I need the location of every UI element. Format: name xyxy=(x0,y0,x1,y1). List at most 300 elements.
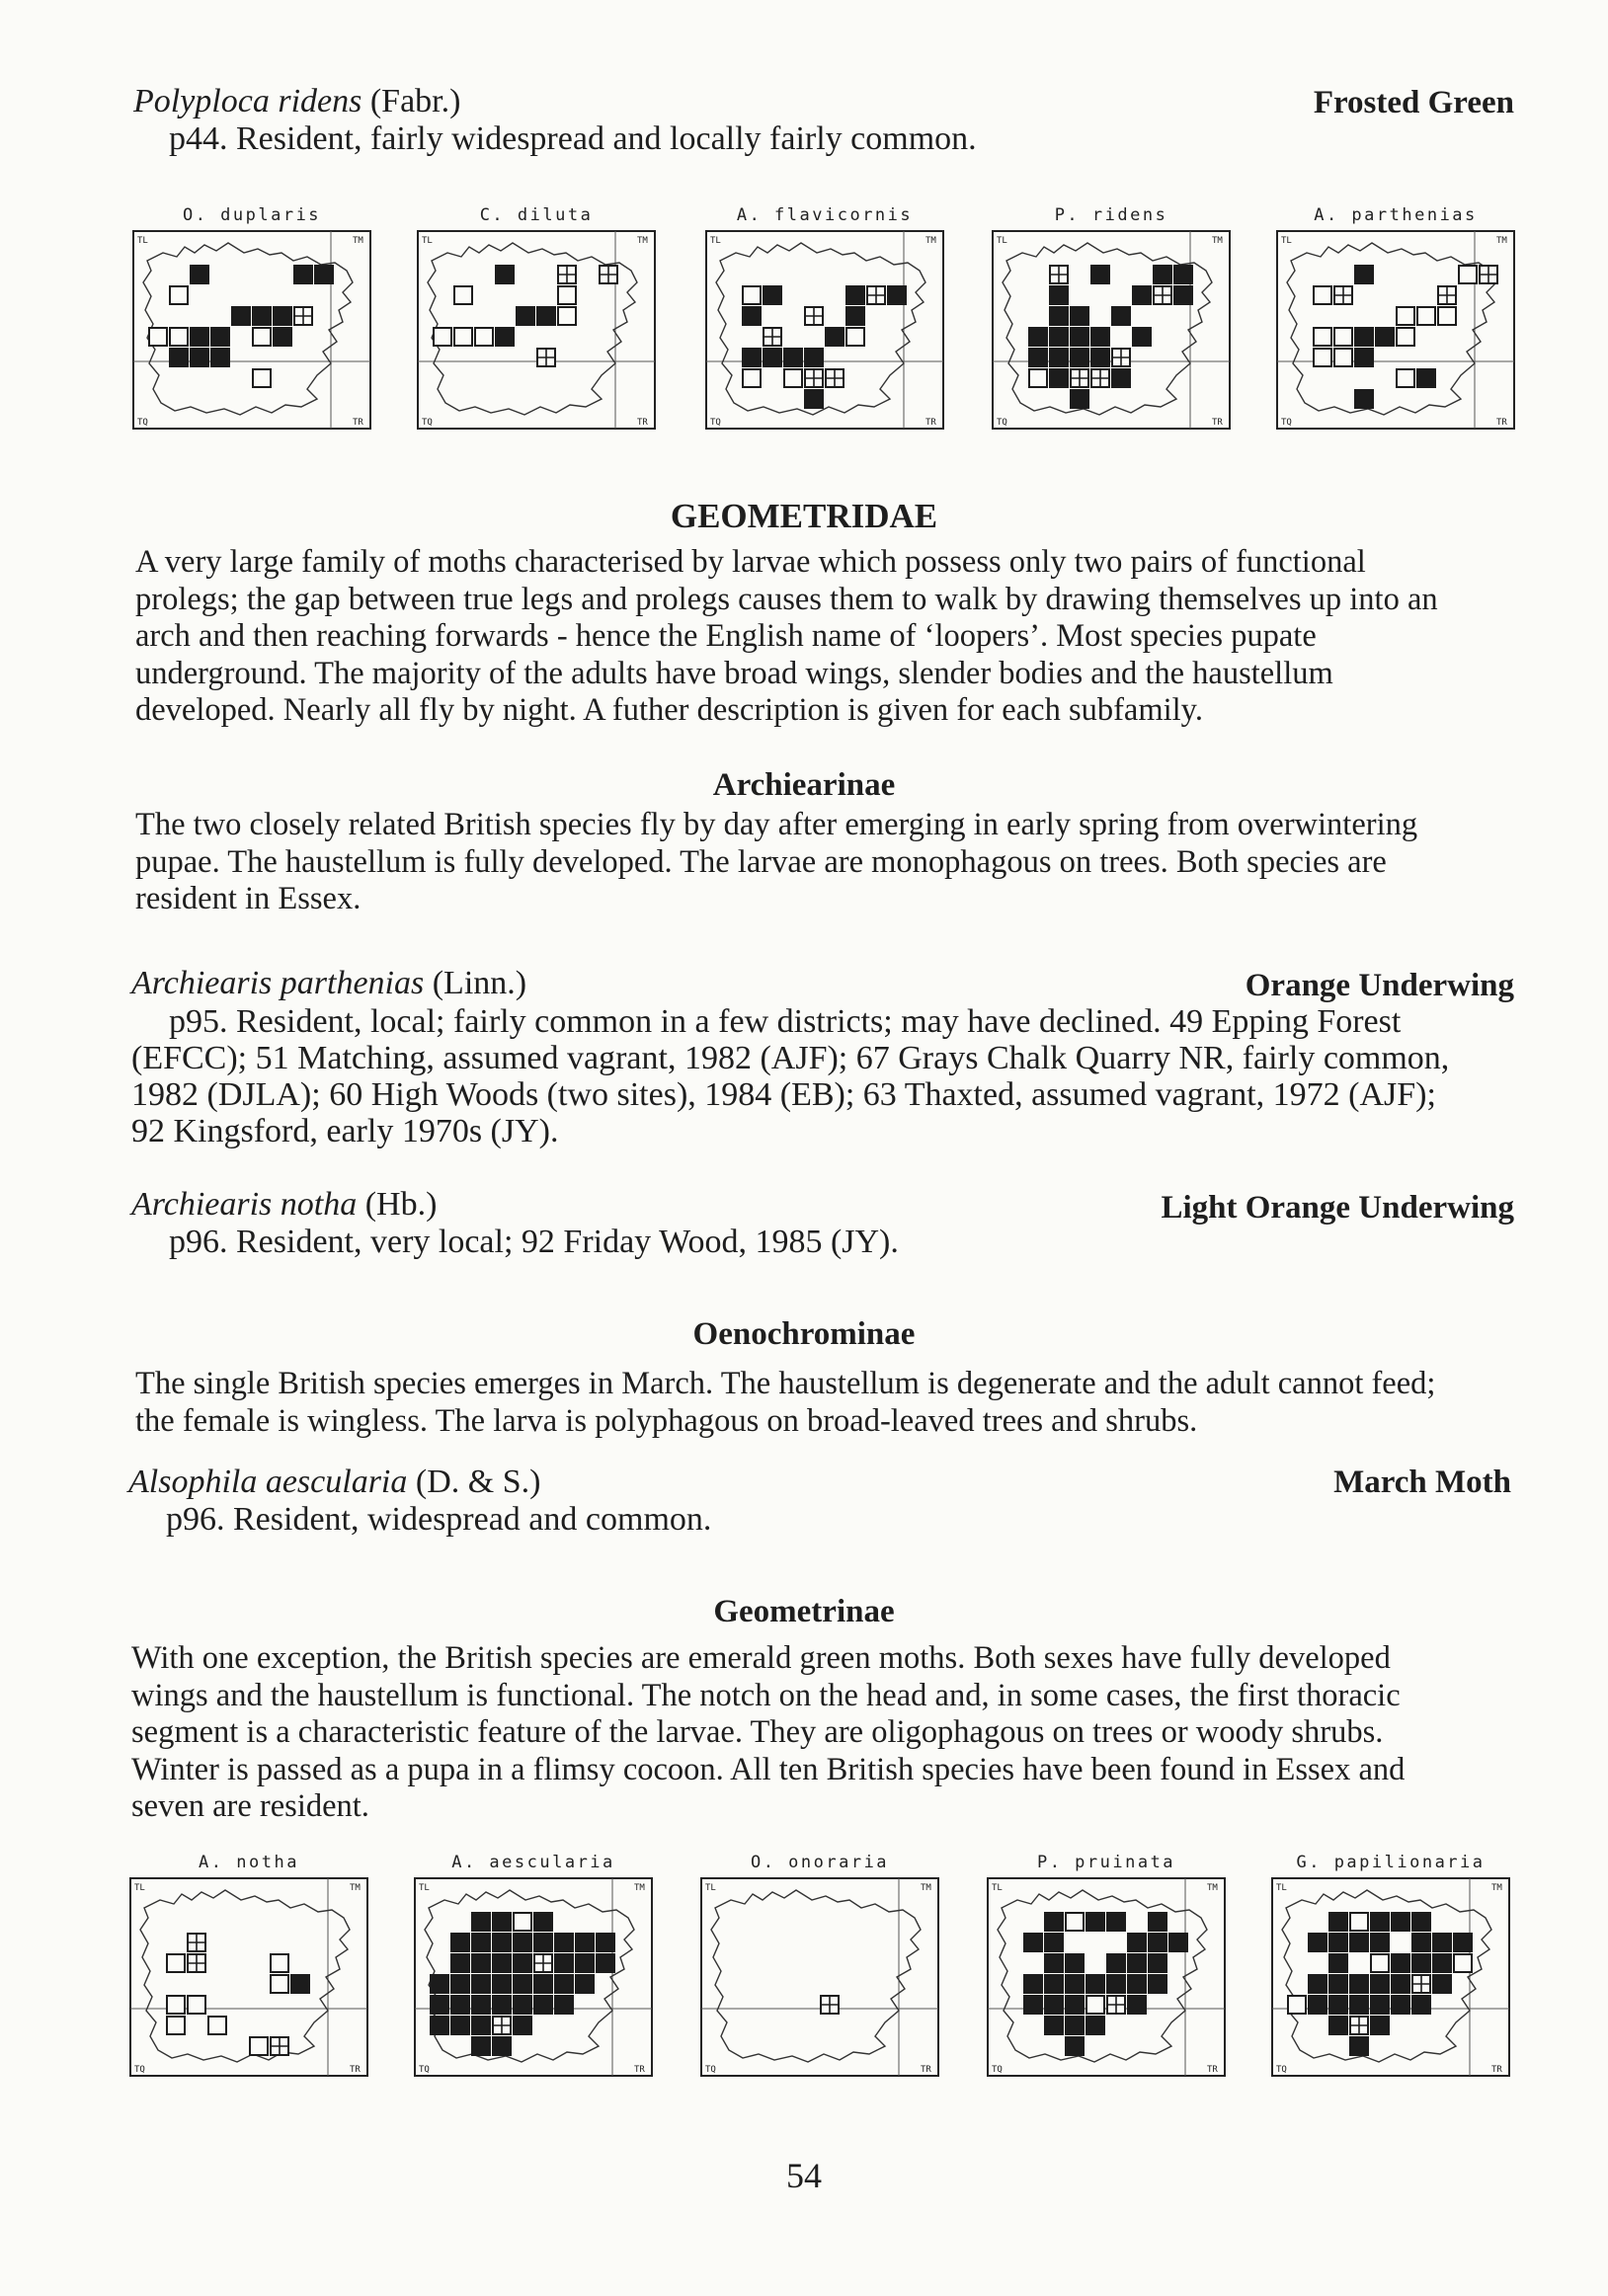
record-square xyxy=(1091,266,1109,283)
grid-label-tm: TM xyxy=(353,236,363,246)
record-square xyxy=(431,1975,448,1993)
record-square xyxy=(888,286,906,304)
entry-parthenias-title xyxy=(131,965,526,1001)
grid-label-tr: TR xyxy=(1212,418,1223,428)
record-square xyxy=(743,307,761,325)
grid-label-tq: TQ xyxy=(1281,418,1292,428)
grid-label-tq: TQ xyxy=(422,418,433,428)
record-square xyxy=(493,1954,511,1972)
record-square xyxy=(1412,1913,1430,1931)
map-a-notha xyxy=(125,1853,372,2080)
record-square xyxy=(1050,369,1068,387)
record-square xyxy=(1045,1934,1063,1951)
map-title: O. duplaris xyxy=(182,205,322,225)
common-name: Orange Underwing xyxy=(1245,968,1514,1003)
grid-label-tr: TR xyxy=(637,418,648,428)
grid-label-tr: TR xyxy=(1496,418,1507,428)
map-frame xyxy=(701,1878,938,2076)
grid-label-tl: TL xyxy=(992,1883,1003,1893)
record-square xyxy=(1412,1954,1430,1972)
record-square xyxy=(1329,1975,1347,1993)
record-square xyxy=(1149,1954,1166,1972)
section-heading-geometrinae: Geometrinae xyxy=(713,1594,895,1629)
grid-label-tr: TR xyxy=(1491,2065,1502,2075)
species-name: Archiearis notha xyxy=(131,1186,358,1223)
entry-text xyxy=(131,1003,1514,1149)
distribution-map xyxy=(413,227,660,435)
record-square xyxy=(1329,1996,1347,2014)
record-square xyxy=(191,328,208,346)
record-square xyxy=(1086,1913,1104,1931)
record-square xyxy=(555,1996,573,2014)
grid-label-tl: TL xyxy=(137,236,148,246)
entry-text: p96. Resident, very local; 92 Friday Wood, 1985 (JY). xyxy=(169,1224,899,1260)
record-square xyxy=(805,390,823,408)
record-square xyxy=(1397,328,1414,346)
grid-label-tm: TM xyxy=(921,1883,931,1893)
map-a-parthenias xyxy=(1272,205,1519,433)
record-square xyxy=(1045,1954,1063,1972)
record-square xyxy=(1024,1996,1042,2014)
record-square xyxy=(514,1934,531,1951)
record-square xyxy=(1412,1934,1430,1951)
record-square xyxy=(1169,1934,1187,1951)
map-p-ridens xyxy=(988,205,1235,433)
record-square xyxy=(826,328,844,346)
record-square xyxy=(1371,1975,1389,1993)
record-square xyxy=(1355,328,1373,346)
record-square xyxy=(493,2037,511,2055)
record-square xyxy=(1154,266,1171,283)
grid-label-tq: TQ xyxy=(997,418,1007,428)
map-o-duplaris xyxy=(128,205,375,433)
record-square xyxy=(1066,1913,1084,1931)
record-square xyxy=(1355,390,1373,408)
record-square xyxy=(496,266,514,283)
record-square xyxy=(1045,1913,1063,1931)
section-heading-geometridae: GEOMETRIDAE xyxy=(670,497,938,535)
grid-label-tl: TL xyxy=(1276,1883,1287,1893)
grid-label-tr: TR xyxy=(921,2065,931,2075)
county-outline xyxy=(716,243,925,415)
record-square xyxy=(1091,328,1109,346)
species-author: (Fabr.) xyxy=(362,83,461,119)
text-line: A very large family of moths characterised by larvae which possess only two pairs of functional xyxy=(135,544,1366,580)
archiearinae-paragraph xyxy=(135,807,1514,918)
record-square xyxy=(294,266,312,283)
record-square xyxy=(514,1913,531,1931)
grid-label-tq: TQ xyxy=(419,2065,430,2075)
map-title: A. flavicornis xyxy=(736,205,914,225)
record-square xyxy=(454,286,472,304)
record-square xyxy=(472,2037,490,2055)
record-square xyxy=(1376,328,1394,346)
grid-label-tl: TL xyxy=(1281,236,1292,246)
map-title: A. aescularia xyxy=(451,1853,615,1872)
record-square xyxy=(1029,328,1047,346)
map-o-onoraria xyxy=(696,1853,943,2080)
text-line: prolegs; the gap between true legs and prolegs causes them to walk by drawing themselves up into an xyxy=(135,581,1438,617)
record-square xyxy=(188,1996,205,2014)
record-square xyxy=(1045,2017,1063,2034)
grid-label-tq: TQ xyxy=(1276,2065,1287,2075)
record-square xyxy=(558,307,576,325)
entry-text: p44. Resident, fairly widespread and locally fairly common. xyxy=(169,120,977,157)
text-line: (EFCC); 51 Matching, assumed vagrant, 1982 (AJF); 67 Grays Chalk Quarry NR, fairly common, xyxy=(131,1040,1450,1076)
record-square xyxy=(784,369,802,387)
record-square xyxy=(451,1996,469,2014)
record-square xyxy=(434,328,451,346)
record-square xyxy=(1071,390,1088,408)
text-line: wings and the haustellum is functional. The notch on the head and, in some cases, the first thoracic xyxy=(131,1677,1401,1713)
record-square xyxy=(250,2037,268,2055)
record-square xyxy=(451,1954,469,1972)
grid-label-tr: TR xyxy=(925,418,936,428)
grid-label-tm: TM xyxy=(1496,236,1507,246)
record-square xyxy=(1066,2017,1084,2034)
map-title: P. ridens xyxy=(1054,205,1168,225)
map-title: C. diluta xyxy=(479,205,594,225)
record-square xyxy=(1112,307,1130,325)
entry-text: p96. Resident, widespread and common. xyxy=(166,1501,712,1538)
text-line: developed. Nearly all fly by night. A futher description is given for each subfamily. xyxy=(135,692,1203,728)
entry-polyploca-title xyxy=(133,83,460,119)
record-square xyxy=(493,1913,511,1931)
record-square xyxy=(1371,2017,1389,2034)
record-square xyxy=(1433,1934,1451,1951)
record-square xyxy=(597,1954,614,1972)
record-square xyxy=(496,328,514,346)
record-square xyxy=(846,286,864,304)
map-p-pruinata xyxy=(983,1853,1230,2080)
distribution-map xyxy=(983,1874,1230,2082)
record-square xyxy=(534,1975,552,1993)
text-line: 92 Kingsford, early 1970s (JY). xyxy=(131,1113,559,1149)
record-square xyxy=(514,1975,531,1993)
text-line: pupae. The haustellum is fully developed. The larvae are monophagous on trees. Both species are xyxy=(135,843,1387,880)
record-square xyxy=(743,349,761,366)
record-square xyxy=(274,307,291,325)
record-square xyxy=(743,369,761,387)
record-square xyxy=(1149,1913,1166,1931)
county-outline xyxy=(711,1890,921,2062)
record-square xyxy=(431,1996,448,2014)
record-square xyxy=(1329,1913,1347,1931)
text-line: resident in Essex. xyxy=(135,881,362,916)
species-name: Archiearis parthenias xyxy=(131,965,425,1001)
record-square xyxy=(1334,349,1352,366)
record-square xyxy=(1329,1954,1347,1972)
grid-label-tr: TR xyxy=(353,418,363,428)
record-square xyxy=(576,1954,594,1972)
record-square xyxy=(1091,349,1109,366)
record-square xyxy=(1309,1934,1327,1951)
record-square xyxy=(253,328,271,346)
record-square xyxy=(149,328,167,346)
grid-label-tm: TM xyxy=(1212,236,1223,246)
grid-label-tq: TQ xyxy=(705,2065,716,2075)
record-square xyxy=(454,328,472,346)
record-square xyxy=(743,286,761,304)
record-square xyxy=(1438,307,1456,325)
species-name: Alsophila aescularia xyxy=(128,1464,408,1500)
distribution-map xyxy=(1272,227,1519,435)
record-square xyxy=(1314,286,1331,304)
record-square xyxy=(1029,369,1047,387)
record-square xyxy=(253,307,271,325)
record-square xyxy=(784,349,802,366)
record-square xyxy=(232,307,250,325)
record-square xyxy=(558,286,576,304)
record-square xyxy=(493,1934,511,1951)
record-square xyxy=(1149,1934,1166,1951)
record-square xyxy=(1107,1913,1125,1931)
record-square xyxy=(1128,1934,1146,1951)
record-square xyxy=(1454,1934,1472,1951)
record-square xyxy=(1350,1913,1368,1931)
record-square xyxy=(1128,1954,1146,1972)
record-square xyxy=(1086,1996,1104,2014)
record-square xyxy=(472,1975,490,1993)
record-square xyxy=(211,349,229,366)
record-square xyxy=(1334,328,1352,346)
text-line: p95. Resident, local; fairly common in a few districts; may have declined. 49 Epping Forest xyxy=(169,1003,1402,1040)
text-line: seven are resident. xyxy=(131,1788,369,1824)
record-square xyxy=(1412,1996,1430,2014)
record-square xyxy=(1371,1913,1389,1931)
record-square xyxy=(1050,307,1068,325)
record-square xyxy=(537,307,555,325)
record-square xyxy=(555,1934,573,1951)
distribution-map xyxy=(696,1874,943,2082)
record-square xyxy=(1071,328,1088,346)
record-square xyxy=(1071,349,1088,366)
record-square xyxy=(1133,286,1151,304)
grid-label-tq: TQ xyxy=(134,2065,145,2075)
record-square xyxy=(472,2017,490,2034)
record-square xyxy=(208,2017,226,2034)
record-square xyxy=(167,1954,185,1972)
map-title: P. pruinata xyxy=(1036,1853,1176,1872)
record-square xyxy=(1397,307,1414,325)
map-c-diluta xyxy=(413,205,660,433)
grid-label-tm: TM xyxy=(637,236,648,246)
record-square xyxy=(1350,1934,1368,1951)
record-square xyxy=(1350,1996,1368,2014)
record-square xyxy=(167,1996,185,2014)
record-square xyxy=(576,1934,594,1951)
section-heading-oenochrominae: Oenochrominae xyxy=(692,1316,916,1352)
grid-label-tr: TR xyxy=(634,2065,645,2075)
record-square xyxy=(493,1975,511,1993)
record-square xyxy=(170,328,188,346)
distribution-map xyxy=(701,227,948,435)
county-outline xyxy=(140,1890,350,2062)
record-square xyxy=(764,349,781,366)
grid-label-tm: TM xyxy=(1207,1883,1218,1893)
record-square xyxy=(1288,1996,1306,2014)
map-g-papilionaria xyxy=(1267,1853,1514,2080)
grid-label-tm: TM xyxy=(634,1883,645,1893)
text-line: Winter is passed as a pupa in a flimsy cocoon. All ten British species have been found in Essex and xyxy=(131,1751,1406,1787)
species-author: (Linn.) xyxy=(424,965,527,1001)
text-line: The single British species emerges in March. The haustellum is degenerate and the adult cannot feed; xyxy=(135,1366,1436,1401)
record-square xyxy=(1314,328,1331,346)
grid-label-tl: TL xyxy=(710,236,721,246)
grid-label-tq: TQ xyxy=(137,418,148,428)
record-square xyxy=(576,1975,594,1993)
record-square xyxy=(1329,1934,1347,1951)
record-square xyxy=(514,1954,531,1972)
common-name: Frosted Green xyxy=(1313,85,1514,120)
record-square xyxy=(1066,1954,1084,1972)
record-square xyxy=(1371,1934,1389,1951)
record-square xyxy=(451,2017,469,2034)
record-square xyxy=(271,1954,288,1972)
species-author: (Hb.) xyxy=(357,1186,438,1223)
record-square xyxy=(475,328,493,346)
record-square xyxy=(1433,1954,1451,1972)
grid-label-tl: TL xyxy=(705,1883,716,1893)
record-square xyxy=(1107,1975,1125,1993)
record-square xyxy=(1350,1975,1368,1993)
distribution-map xyxy=(410,1874,657,2082)
record-square xyxy=(846,307,864,325)
record-square xyxy=(1066,2037,1084,2055)
record-square xyxy=(1392,1996,1409,2014)
grid-label-tm: TM xyxy=(925,236,936,246)
map-title: A. parthenias xyxy=(1314,205,1478,225)
geometridae-paragraph xyxy=(135,544,1514,730)
record-square xyxy=(1024,1975,1042,1993)
text-line: underground. The majority of the adults have broad wings, slender bodies and the haustellum xyxy=(135,655,1333,691)
record-square xyxy=(1174,286,1192,304)
record-square xyxy=(451,1934,469,1951)
record-square xyxy=(1029,349,1047,366)
record-square xyxy=(1309,1975,1327,1993)
record-square xyxy=(472,1954,490,1972)
grid-label-tq: TQ xyxy=(992,2065,1003,2075)
record-square xyxy=(1329,2017,1347,2034)
record-square xyxy=(170,286,188,304)
grid-label-tq: TQ xyxy=(710,418,721,428)
record-square xyxy=(1397,369,1414,387)
record-square xyxy=(514,2017,531,2034)
record-square xyxy=(493,1996,511,2014)
grid-label-tm: TM xyxy=(350,1883,361,1893)
map-a-aescularia xyxy=(410,1853,657,2080)
record-square xyxy=(274,328,291,346)
map-title: G. papilionaria xyxy=(1296,1853,1486,1872)
record-square xyxy=(1024,1934,1042,1951)
record-square xyxy=(597,1934,614,1951)
grid-label-tm: TM xyxy=(1491,1883,1502,1893)
record-square xyxy=(1174,266,1192,283)
record-square xyxy=(1128,1996,1146,2014)
record-square xyxy=(846,328,864,346)
record-square xyxy=(191,266,208,283)
record-square xyxy=(1392,1954,1409,1972)
record-square xyxy=(1086,1975,1104,1993)
map-a-flavicornis xyxy=(701,205,948,433)
record-square xyxy=(1459,266,1477,283)
record-square xyxy=(805,349,823,366)
common-name: Light Orange Underwing xyxy=(1161,1190,1514,1226)
text-line: The two closely related British species fly by day after emerging in early spring from overwintering xyxy=(135,807,1418,842)
record-square xyxy=(1355,349,1373,366)
record-square xyxy=(517,307,534,325)
grid-label-tl: TL xyxy=(422,236,433,246)
record-square xyxy=(1045,1975,1063,1993)
grid-label-tr: TR xyxy=(1207,2065,1218,2075)
record-square xyxy=(1433,1975,1451,1993)
section-heading-archiearinae: Archiearinae xyxy=(712,767,896,803)
record-square xyxy=(514,1996,531,2014)
record-square xyxy=(534,1913,552,1931)
record-square xyxy=(1314,349,1331,366)
record-square xyxy=(211,328,229,346)
record-square xyxy=(1417,307,1435,325)
record-square xyxy=(1309,1996,1327,2014)
record-square xyxy=(1355,266,1373,283)
record-square xyxy=(170,349,188,366)
record-square xyxy=(1128,1975,1146,1993)
grid-label-tr: TR xyxy=(350,2065,361,2075)
grid-label-tl: TL xyxy=(134,1883,145,1893)
text-line: 1982 (DJLA); 60 High Woods (two sites), 1984 (EB); 63 Thaxted, assumed vagrant, 1972 (AJF); xyxy=(131,1076,1436,1113)
record-square xyxy=(555,1975,573,1993)
record-square xyxy=(555,1954,573,1972)
record-square xyxy=(167,2017,185,2034)
record-square xyxy=(1112,369,1130,387)
distribution-map xyxy=(125,1874,372,2082)
record-square xyxy=(271,1975,288,1993)
text-line: the female is wingless. The larva is polyphagous on broad-leaved trees and shrubs. xyxy=(135,1402,1198,1439)
grid-label-tl: TL xyxy=(419,1883,430,1893)
record-square xyxy=(431,2017,448,2034)
species-name: Polyploca ridens xyxy=(133,83,362,119)
record-square xyxy=(534,1934,552,1951)
record-square xyxy=(1086,2017,1104,2034)
record-square xyxy=(191,349,208,366)
record-square xyxy=(1133,328,1151,346)
text-line: arch and then reaching forwards - hence the English name of ‘loopers’. Most species pupate xyxy=(135,618,1317,654)
species-author: (D. & S.) xyxy=(407,1464,541,1500)
record-square xyxy=(1066,1975,1084,1993)
geometrinae-paragraph xyxy=(131,1640,1514,1826)
grid-label-tl: TL xyxy=(997,236,1007,246)
text-line: With one exception, the British species are emerald green moths. Both sexes have fully developed xyxy=(131,1640,1391,1676)
record-square xyxy=(534,1996,552,2014)
record-square xyxy=(764,286,781,304)
record-square xyxy=(1107,1954,1125,1972)
record-square xyxy=(1350,2037,1368,2055)
common-name: March Moth xyxy=(1333,1465,1511,1500)
record-square xyxy=(472,1934,490,1951)
map-title: O. onoraria xyxy=(750,1853,890,1872)
record-square xyxy=(1454,1954,1472,1972)
record-square xyxy=(1050,286,1068,304)
record-square xyxy=(1071,307,1088,325)
record-square xyxy=(1050,349,1068,366)
record-square xyxy=(315,266,333,283)
record-square xyxy=(291,1975,309,1993)
record-square xyxy=(1149,1975,1166,1993)
record-square xyxy=(1392,1975,1409,1993)
distribution-map xyxy=(1267,1874,1514,2082)
record-square xyxy=(253,369,271,387)
distribution-map xyxy=(988,227,1235,435)
